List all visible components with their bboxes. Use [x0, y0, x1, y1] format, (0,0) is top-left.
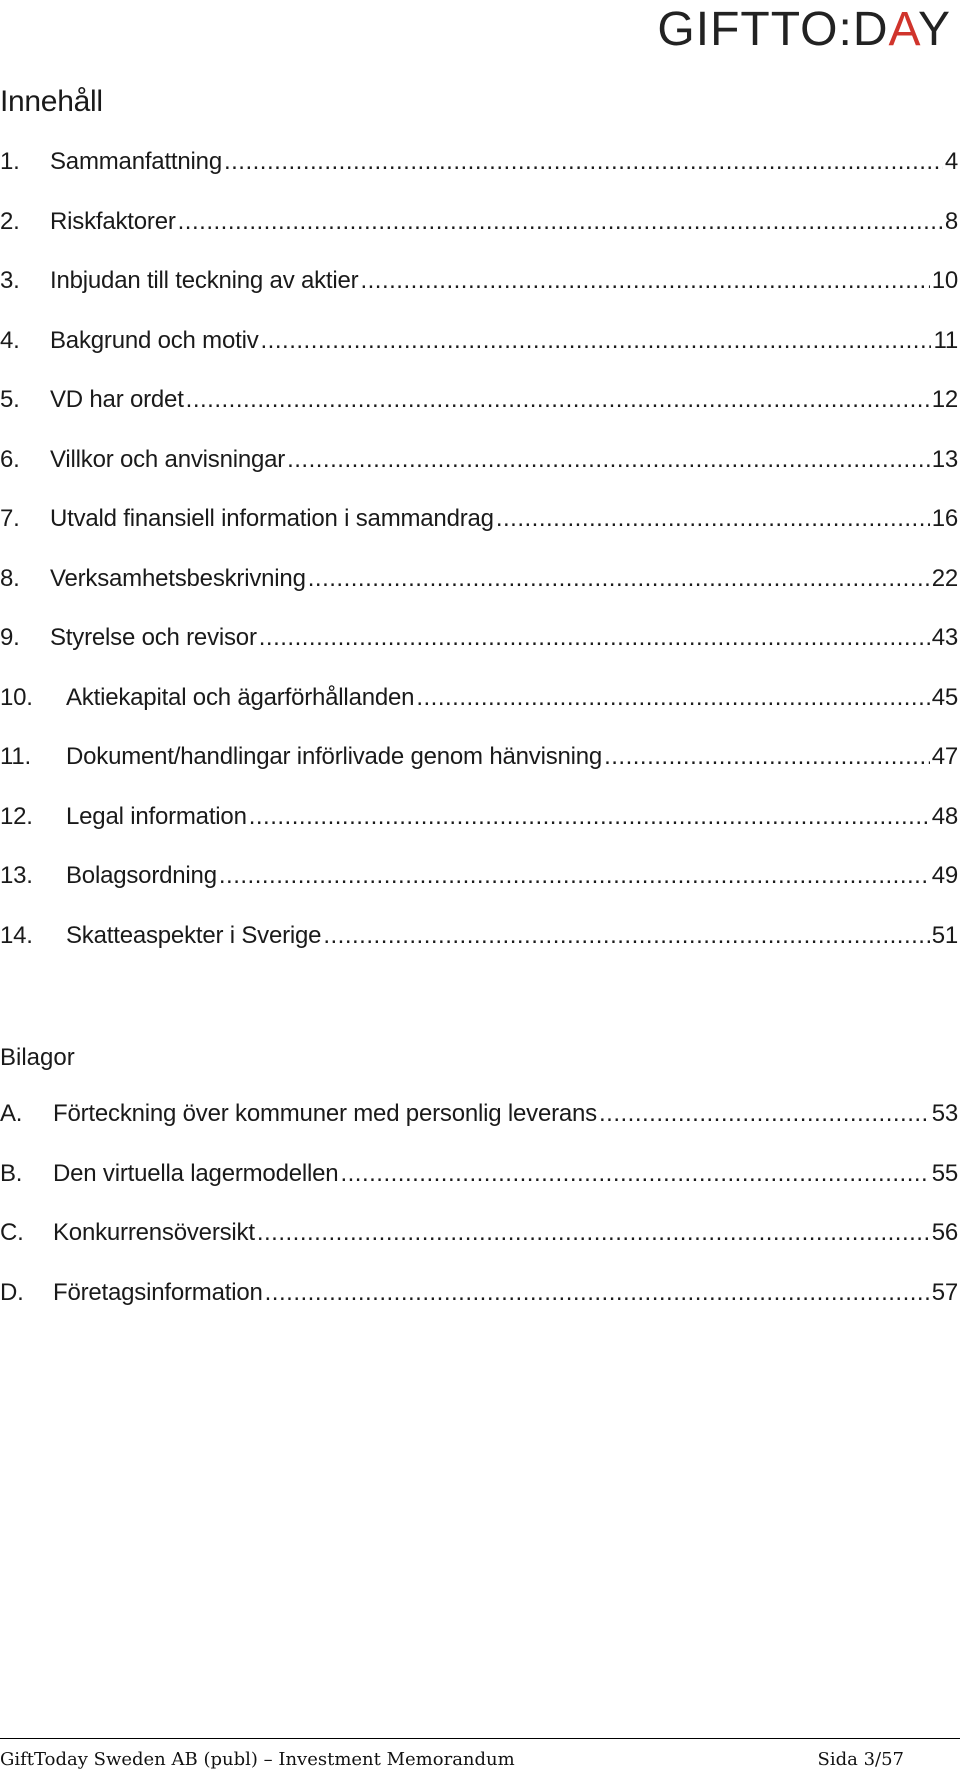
logo-text-d: D: [852, 3, 889, 56]
toc-entry[interactable]: [0, 559, 958, 619]
logo-text: GIFTTO: [657, 3, 839, 56]
footer-divider: [0, 1738, 960, 1739]
toc-leader: [178, 202, 943, 242]
toc-leader: [308, 559, 930, 599]
toc-page-number: 47: [931, 743, 958, 770]
toc-title: Riskfaktorer: [50, 207, 176, 235]
toc-leader: [599, 1094, 930, 1134]
toc-title: Styrelse och revisor: [50, 624, 257, 651]
toc-entry[interactable]: [0, 499, 958, 559]
toc-leader: [265, 1273, 930, 1313]
toc-number: 5.: [0, 386, 20, 413]
toc-entry[interactable]: [0, 737, 958, 797]
appendix-page-number: 57: [931, 1278, 958, 1306]
appendix-title: Konkurrensöversikt: [53, 1219, 255, 1246]
toc-leader: [249, 797, 930, 837]
toc-leader: [323, 916, 929, 956]
toc-page-number: 12: [931, 386, 958, 413]
toc-title: Verksamhetsbeskrivning: [50, 564, 306, 592]
toc-leader: [257, 1213, 930, 1253]
appendix-title: Företagsinformation: [53, 1278, 263, 1306]
toc-number: 8.: [0, 564, 20, 592]
appendix-title: Förteckning över kommuner med personlig leverans: [53, 1100, 597, 1127]
toc-title: Inbjudan till teckning av aktier: [50, 267, 359, 294]
page-footer: [0, 1748, 904, 1772]
toc-page-number: 49: [931, 862, 958, 889]
toc-leader: [340, 1154, 929, 1194]
toc-number: 9.: [0, 624, 20, 651]
toc-page-number: 22: [931, 564, 958, 592]
toc-number: 3.: [0, 267, 20, 294]
toc-title: Aktiekapital och ägarförhållanden: [66, 683, 415, 711]
toc-leader: [287, 440, 930, 480]
toc-page-number: 16: [931, 505, 958, 532]
toc-title: Dokument/handlingar införlivade genom hänvisning: [66, 743, 603, 770]
appendix-entry[interactable]: [0, 1094, 958, 1154]
logo-colon: :: [838, 3, 853, 56]
toc-title: Bolagsordning: [66, 862, 217, 889]
appendix-list: [0, 1094, 958, 1332]
appendix-letter: C.: [0, 1219, 24, 1246]
page-title: Innehåll: [0, 85, 103, 118]
appendix-letter: D.: [0, 1278, 24, 1306]
toc-number: 13.: [0, 862, 33, 889]
appendix-entry[interactable]: [0, 1213, 958, 1273]
toc-title: Skatteaspekter i Sverige: [66, 921, 322, 949]
appendix-page-number: 55: [931, 1159, 958, 1187]
toc-title: Villkor och anvisningar: [50, 445, 286, 473]
appendix-heading: Bilagor: [0, 1044, 75, 1071]
toc-number: 11.: [0, 743, 31, 770]
appendix-page-number: 56: [931, 1219, 958, 1246]
toc-leader: [259, 618, 930, 658]
toc-leader: [360, 261, 929, 301]
toc-title: VD har ordet: [50, 386, 184, 413]
company-logo: [657, 2, 951, 58]
toc-number: 12.: [0, 802, 33, 830]
toc-number: 1.: [0, 148, 20, 175]
logo-accent: A: [888, 3, 918, 56]
toc-title: Utvald finansiell information i sammandrag: [50, 505, 494, 532]
footer-page-number: Sida 3/57: [817, 1749, 904, 1770]
toc-entry[interactable]: [0, 380, 958, 440]
toc-number: 2.: [0, 207, 20, 235]
toc-leader: [416, 678, 929, 718]
toc-title: Bakgrund och motiv: [50, 326, 259, 354]
toc-entry[interactable]: [0, 678, 958, 738]
toc-number: 6.: [0, 445, 20, 473]
toc-entry[interactable]: [0, 261, 958, 321]
toc-page-number: 45: [931, 683, 958, 711]
toc-leader: [604, 737, 930, 777]
toc-leader: [261, 321, 932, 361]
toc-number: 4.: [0, 326, 20, 354]
appendix-entry[interactable]: [0, 1273, 958, 1333]
toc-page-number: 4: [944, 148, 958, 175]
appendix-title: Den virtuella lagermodellen: [53, 1159, 339, 1187]
toc-entry[interactable]: [0, 202, 958, 262]
toc-page-number: 11: [933, 326, 958, 354]
toc-leader: [496, 499, 930, 539]
toc-entry[interactable]: [0, 618, 958, 678]
footer-document-title: GiftToday Sweden AB (publ) – Investment Memorandum: [0, 1749, 515, 1770]
table-of-contents: [0, 142, 958, 975]
toc-page-number: 43: [931, 624, 958, 651]
toc-entry[interactable]: [0, 440, 958, 500]
toc-number: 7.: [0, 505, 20, 532]
toc-entry[interactable]: [0, 321, 958, 381]
toc-entry[interactable]: [0, 797, 958, 857]
appendix-page-number: 53: [931, 1100, 958, 1127]
toc-number: 10.: [0, 683, 33, 711]
toc-title: Legal information: [66, 802, 247, 830]
toc-entry[interactable]: [0, 916, 958, 976]
toc-title: Sammanfattning: [50, 148, 222, 175]
toc-leader: [219, 856, 930, 896]
toc-page-number: 51: [931, 921, 958, 949]
toc-page-number: 8: [944, 207, 958, 235]
appendix-letter: A.: [0, 1100, 23, 1127]
toc-entry[interactable]: [0, 142, 958, 202]
toc-leader: [224, 142, 943, 182]
toc-page-number: 48: [931, 802, 958, 830]
logo-text-end: Y: [917, 3, 951, 56]
toc-page-number: 13: [931, 445, 958, 473]
appendix-entry[interactable]: [0, 1154, 958, 1214]
toc-leader: [186, 380, 930, 420]
toc-entry[interactable]: [0, 856, 958, 916]
toc-number: 14.: [0, 921, 33, 949]
toc-page-number: 10: [931, 267, 958, 294]
appendix-letter: B.: [0, 1159, 23, 1187]
